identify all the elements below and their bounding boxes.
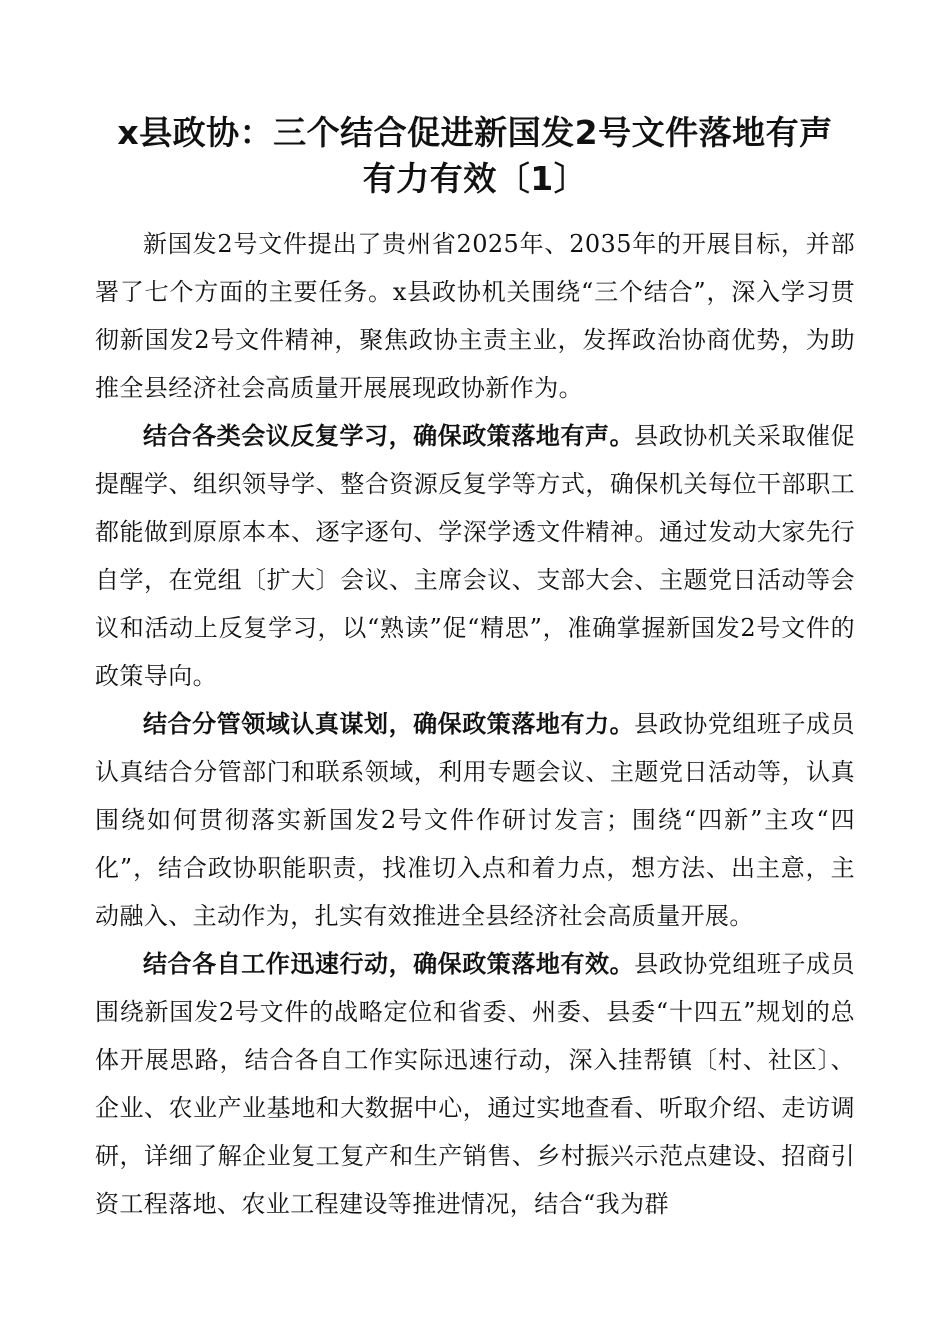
- title-line-2: 有力有效〔1〕: [362, 159, 588, 198]
- document-title: [95, 110, 855, 202]
- intro-paragraph: [95, 220, 855, 412]
- paragraph-meetings: [95, 412, 855, 700]
- paragraph-body: 县政协机关采取催促提醒学、组织领导学、整合资源反复学等方式，确保机关每位干部职工都能做到原原本本、逐字逐句、学深学透文件精神。通过发动大家先行自学，在党组〔扩大〕会议、主席会议、支部大会、主题党日活动等会议和活动上反复学习，以“熟读”促“精思”，准确掌握新国发2号文件的政策导向。: [95, 422, 855, 690]
- paragraph-lead: 结合分管领域认真谋划，确保政策落地有力。: [143, 710, 635, 738]
- paragraph-action: [95, 940, 855, 1228]
- paragraph-lead: 结合各类会议反复学习，确保政策落地有声。: [143, 422, 635, 450]
- paragraph-body: 县政协党组班子成员围绕新国发2号文件的战略定位和省委、州委、县委“十四五”规划的总体开展思路，结合各自工作实际迅速行动，深入挂帮镇〔村、社区〕、企业、农业产业基地和大数据中心，通过实地查看、听取介绍、走访调研，详细了解企业复工复产和生产销售、乡村振兴示范点建设、招商引资工程落地、农业工程建设等推进情况，结合“我为群: [95, 950, 855, 1218]
- paragraph-body: 新国发2号文件提出了贵州省2025年、2035年的开展目标，并部署了七个方面的主要任务。x县政协机关围绕“三个结合”，深入学习贯彻新国发2号文件精神，聚焦政协主责主业，发挥政治协商优势，为助推全县经济社会高质量开展展现政协新作为。: [95, 230, 855, 402]
- paragraph-body: 县政协党组班子成员认真结合分管部门和联系领域，利用专题会议、主题党日活动等，认真围绕如何贯彻落实新国发2号文件作研讨发言；围绕“四新”主攻“四化”，结合政协职能职责，找准切入点和着力点，想方法、出主意，主动融入、主动作为，扎实有效推进全县经济社会高质量开展。: [95, 710, 855, 930]
- title-line-1: x县政协：三个结合促进新国发2号文件落地有声: [117, 113, 833, 152]
- paragraph-lead: 结合各自工作迅速行动，确保政策落地有效。: [143, 950, 635, 978]
- paragraph-planning: [95, 700, 855, 940]
